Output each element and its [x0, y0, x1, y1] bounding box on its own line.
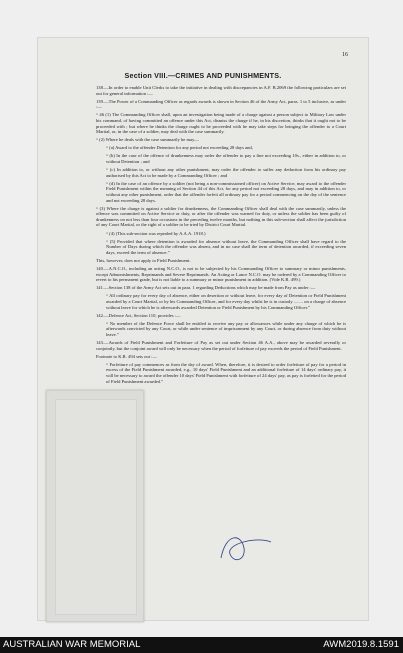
slip-inner-sheet: [55, 399, 137, 615]
body-text: [96, 85, 346, 387]
paragraph: “ (4) (This sub-section was repealed by A.A.A. 1918.): [106, 230, 206, 236]
paragraph: “ 46 (1) The Commanding Officer shall, upon an investigation being made of a charge against a person subject to Military Law under his command, of having committed an offence under this Act, dismiss the charge if he, in his discretion, thinks that it ought not to be proceeded with ; but where he thinks the charge ought to be proceeded with he may take steps for bringing the offender to a Court Martial, or, in the case of a soldier, may deal with the case summarily.: [96, 112, 346, 135]
section-title: Section VIII.—CRIMES AND PUNISHMENTS.: [124, 71, 282, 80]
pasted-paper-slip: [46, 390, 144, 622]
footer-institution: AUSTRALIAN WAR MEMORIAL: [3, 639, 141, 650]
paragraph: “ No member of the Defence Force shall be entitled to receive any pay or allowances while under any charge of which he is afterwards convicted by any Court, or while under sentence of imprisonment by any Court, or during absence from duty without leave.”: [106, 320, 346, 337]
paragraph: Footnote to K.R. 494 sets out :—: [96, 353, 157, 359]
paragraph: 141.—Section 138 of the Army Act sets out in para. 1 regarding Deductions which may be made from Pay as under :—: [96, 285, 316, 291]
paragraph: 139.—The Power of a Commanding Officer as regards awards is shown in Section 46 of the Army Act, paras. 1 to 5 inclusive, as under :—: [96, 98, 346, 110]
paragraph: 142.—Defence Act, Section 110, provides :—: [96, 312, 181, 318]
paragraph: “ (d) In the case of an offence by a soldier (not being a non-commissioned officer) on Active Service, may award to the offender Field Punishment within the meaning of Section 44 of this Act, for any period not exceeding 28 days, and may in addition to, or without any other punishment, order that the offender forfeit all ordinary pay for a period commencing on the day of the sentence and not exceeding 28 days.: [106, 180, 346, 203]
paragraph: “ All ordinary pay for every day of absence, either on desertion or without leave, for every day of Detention or Field Punishment awarded by a Court Martial, or by his Commanding Officer, and for every day whilst he is in custody ........ on a charge of absence without leave for which he is afterwards awarded Detention or Field Punishment by his Commanding Officer.”: [106, 293, 346, 310]
document-page: [38, 38, 368, 620]
paragraph: “ (c) In addition to, or without any other punishment, may order the offender to suffer any deduction from his ordinary pay authorised by this Act to be made by a Commanding Officer ; and: [106, 167, 346, 178]
paragraph: “ Forfeiture of pay commences as from the day of award. When, therefore, it is desired to order forfeiture of pay for a period in excess of the Field Punishment awarded, e.g., 10 days' Field Punishment and an additional forfeiture of 14 days' ordinary pay, it will be necessary to award the offender 10 days' Field Punishment with forfeiture of 24 days' pay, as pay is forfeited for the period of Field Punishment awarded.”: [106, 361, 346, 384]
page-number: 16: [342, 52, 348, 58]
paragraph: This, however, does not apply to Field Punishment.: [96, 257, 191, 263]
archive-footer-bar: [0, 637, 403, 653]
paragraph: “ (a) Award to the offender Detention for any period not exceeding 28 days and,: [106, 145, 253, 151]
paragraph: “ (5) Provided that where detention is awarded for absence without leave, the Commanding Officer shall have regard to the Number of Days during which the offender was absent, and in no case shall the term of detention awarded, if exceeding seven days, exceed the term of absence.”: [106, 238, 346, 255]
paragraph: 143.—Awards of Field Punishment and Forfeiture of Pay as set out under Section 46 A.A., above may be awarded severally or conjointly, but the conjoint award will only be necessary when the period of forfeiture of pay exceeds the period of Field Punishment.: [96, 340, 346, 351]
paragraph: 140.—A.N.C.O., including an acting N.C.O., is not to be subjected by his Commanding Officer to summary or minor punishments, except Admonishments, Reprimands and Severe Reprimands. An Acting or Lance N.C.O. may be ordered by a Commanding Officer to revert to his permanent grade, but is not liable to a summary or minor punishment in addition. (Vide K.R. 499.): [96, 266, 346, 283]
paragraph: “ (2) Where he deals with the case summarily he may—: [96, 137, 199, 143]
footer-accession-id: AWM2019.8.1591: [323, 639, 399, 650]
paragraph: “ (3) Where the charge is against a soldier for drunkenness, the Commanding Officer shall deal with the case summarily, unless the offence was committed on Active Service or duty, or after the offender was warned for duty, or unless the soldier has been guilty of drunkenness on not less than four occasions in the preceding twelve months, but nothing in this sub-section shall affect the jurisdiction of any Court Martial, or the right of a soldier to be tried by District Court Martial.: [96, 205, 346, 228]
ink-annotation: [216, 528, 276, 568]
paragraph: 138.—In order to enable Unit Clerks to take the initiative in dealing with discrepancies in A.F. B.2069 the following particulars are set out for general information :—: [96, 85, 346, 96]
paragraph: “ (b) In the case of the offence of drunkenness may order the offender to pay a fine not exceeding 10s., either in addition to, or without Detention ; and: [106, 153, 346, 165]
